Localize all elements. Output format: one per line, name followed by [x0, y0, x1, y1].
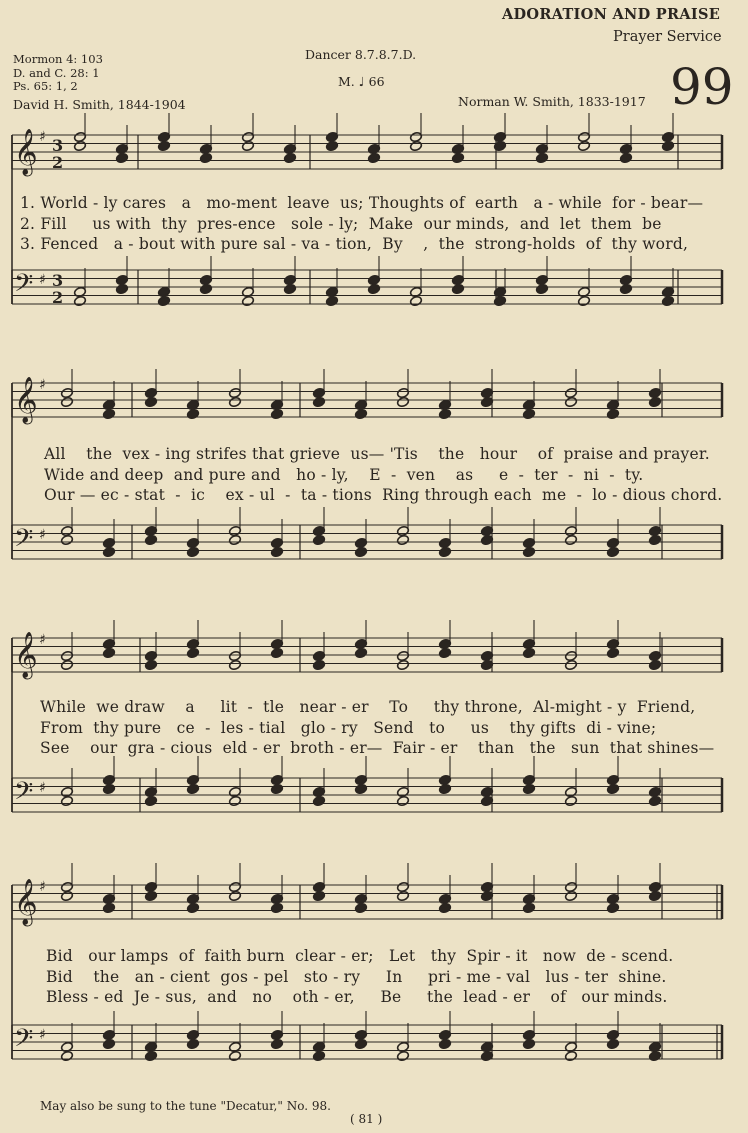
lyric-line: From thy pure ce - les - tial glo - ry Send to us thy gifts di - vine; [40, 719, 657, 737]
note-head [186, 902, 199, 913]
sharp-key-signature: ♯ [39, 879, 46, 895]
note-head [312, 534, 325, 545]
note-head [228, 534, 241, 545]
note-head [186, 408, 199, 419]
note-head [354, 783, 367, 794]
note-head [648, 659, 661, 670]
note-head [606, 902, 619, 913]
bass-clef: 𝄢 [14, 1024, 34, 1059]
note-head [144, 396, 157, 407]
sharp-key-signature: ♯ [39, 1027, 46, 1043]
sharp-key-signature: ♯ [39, 272, 46, 288]
note-head [60, 890, 73, 901]
note-head [396, 890, 409, 901]
note-head [409, 140, 422, 151]
note-head [354, 647, 367, 658]
note-head [102, 902, 115, 913]
note-head [312, 1050, 325, 1061]
note-head [480, 1050, 493, 1061]
note-head [102, 546, 115, 557]
note-head [535, 283, 548, 294]
note-head [451, 152, 464, 163]
note-head [438, 408, 451, 419]
scripture-ref: D. and C. 28: 1 [13, 65, 100, 80]
note-head [564, 534, 577, 545]
note-head [228, 659, 241, 670]
note-head [73, 295, 86, 306]
note-head [648, 890, 661, 901]
lyric-line: Bid the an - cient gos - pel sto - ry In pri - me - val lus - ter shine. [46, 968, 667, 986]
note-head [115, 283, 128, 294]
lyric-line: While we draw a lit - tle near - er To thy throne, Al-might - y Friend, [40, 698, 696, 716]
note-head [312, 890, 325, 901]
note-head [619, 152, 632, 163]
note-head [522, 546, 535, 557]
note-head [60, 795, 73, 806]
sharp-key-signature: ♯ [39, 129, 46, 145]
note-head [102, 783, 115, 794]
note-head [522, 902, 535, 913]
note-head [564, 890, 577, 901]
note-head [438, 1038, 451, 1049]
note-head [60, 1050, 73, 1061]
note-head [241, 295, 254, 306]
note-head [270, 902, 283, 913]
lyric-line: Our — ec - stat - ic ex - ul - ta - tions Ring through each me - lo - dious chord. [44, 486, 723, 504]
note-head [606, 546, 619, 557]
lyric-line: 1. World - ly cares a mo-ment leave us; Thoughts of earth a - while for - bear— [20, 194, 704, 212]
note-head [522, 647, 535, 658]
note-head [157, 295, 170, 306]
note-head [522, 783, 535, 794]
note-head [648, 795, 661, 806]
note-head [144, 795, 157, 806]
note-head [115, 152, 128, 163]
time-signature: 2 [52, 153, 64, 172]
note-head [522, 408, 535, 419]
note-head [144, 890, 157, 901]
note-head [438, 647, 451, 658]
bass-clef: 𝄢 [14, 524, 34, 559]
note-head [270, 647, 283, 658]
note-head [606, 783, 619, 794]
note-head [438, 546, 451, 557]
note-head [354, 902, 367, 913]
note-head [367, 152, 380, 163]
treble-clef: 𝄞 [14, 632, 38, 678]
note-head [396, 1050, 409, 1061]
note-head [73, 140, 86, 151]
note-head [270, 1038, 283, 1049]
lyric-line: 2. Fill us with thy pres-ence sole - ly; Make our minds, and let them be [20, 215, 662, 233]
note-head [325, 295, 338, 306]
note-head [228, 1050, 241, 1061]
lyric-line: 3. Fenced a - bout with pure sal - va - tion, By , the strong-holds of thy word, [20, 235, 689, 253]
composer-credit: Norman W. Smith, 1833-1917 [458, 94, 646, 109]
tempo-marking: M. ♩ 66 [338, 74, 385, 89]
note-head [102, 647, 115, 658]
note-head [157, 140, 170, 151]
tune-name: Dancer 8.7.8.7.D. [305, 47, 417, 62]
note-head [606, 1038, 619, 1049]
note-head [270, 546, 283, 557]
note-head [409, 295, 422, 306]
note-head [186, 546, 199, 557]
note-head [199, 283, 212, 294]
note-head [186, 1038, 199, 1049]
note-head [228, 890, 241, 901]
alternate-tune-note: May also be sung to the tune "Decatur," No. 98. [40, 1099, 331, 1113]
note-head [354, 408, 367, 419]
section-title: ADORATION AND PRAISE [502, 6, 721, 23]
lyric-line: Bid our lamps of faith burn clear - er; Let thy Spir - it now de - scend. [46, 947, 674, 965]
note-head [396, 396, 409, 407]
note-head [312, 795, 325, 806]
note-head [228, 795, 241, 806]
note-head [648, 534, 661, 545]
note-head [199, 152, 212, 163]
note-head [186, 647, 199, 658]
sharp-key-signature: ♯ [39, 527, 46, 543]
note-head [60, 534, 73, 545]
lyric-line: All the vex - ing strifes that grieve us— 'Tis the hour of praise and prayer. [44, 445, 710, 463]
scripture-ref: Ps. 65: 1, 2 [13, 79, 78, 93]
page-number: ( 81 ) [350, 1112, 383, 1126]
sharp-key-signature: ♯ [39, 632, 46, 648]
scripture-ref: Mormon 4: 103 [13, 52, 103, 66]
note-head [619, 283, 632, 294]
section-subtitle: Prayer Service [613, 29, 722, 45]
note-head [144, 1050, 157, 1061]
note-head [564, 795, 577, 806]
note-head [283, 152, 296, 163]
note-head [354, 546, 367, 557]
note-head [606, 408, 619, 419]
note-head [144, 659, 157, 670]
note-head [396, 795, 409, 806]
note-head [144, 534, 157, 545]
note-head [396, 659, 409, 670]
note-head [535, 152, 548, 163]
note-head [396, 534, 409, 545]
bass-clef: 𝄢 [14, 777, 34, 812]
note-head [186, 783, 199, 794]
lyric-line: Bless - ed Je - sus, and no oth - er, Be the lead - er of our minds. [46, 988, 668, 1006]
treble-clef: 𝄞 [14, 129, 38, 175]
note-head [564, 1050, 577, 1061]
note-head [228, 396, 241, 407]
bass-clef: 𝄢 [14, 269, 34, 304]
note-head [102, 1038, 115, 1049]
note-head [283, 283, 296, 294]
note-head [564, 659, 577, 670]
note-head [270, 783, 283, 794]
time-signature: 3 [52, 136, 64, 155]
note-head [325, 140, 338, 151]
note-head [241, 140, 254, 151]
time-signature: 3 [52, 271, 64, 290]
note-head [661, 140, 674, 151]
note-head [312, 396, 325, 407]
note-head [564, 396, 577, 407]
lyric-line: See our gra - cious eld - er broth - er— Fair - er than the sun that shines— [40, 739, 715, 757]
note-head [522, 1038, 535, 1049]
hymn-number: 99 [670, 58, 734, 116]
lyric-line: Wide and deep and pure and ho - ly, E - ven as e - ter - ni - ty. [44, 466, 644, 484]
note-head [606, 647, 619, 658]
treble-clef: 𝄞 [14, 879, 38, 925]
note-head [102, 408, 115, 419]
note-head [577, 295, 590, 306]
note-head [451, 283, 464, 294]
sharp-key-signature: ♯ [39, 377, 46, 393]
note-head [438, 783, 451, 794]
note-head [270, 408, 283, 419]
treble-clef: 𝄞 [14, 377, 38, 423]
sharp-key-signature: ♯ [39, 780, 46, 796]
note-head [577, 140, 590, 151]
lyricist-credit: David H. Smith, 1844-1904 [13, 97, 186, 112]
note-head [438, 902, 451, 913]
note-head [648, 396, 661, 407]
note-head [367, 283, 380, 294]
note-head [661, 295, 674, 306]
note-head [648, 1050, 661, 1061]
note-head [354, 1038, 367, 1049]
note-head [60, 659, 73, 670]
note-head [312, 659, 325, 670]
time-signature: 2 [52, 288, 64, 307]
note-head [60, 396, 73, 407]
